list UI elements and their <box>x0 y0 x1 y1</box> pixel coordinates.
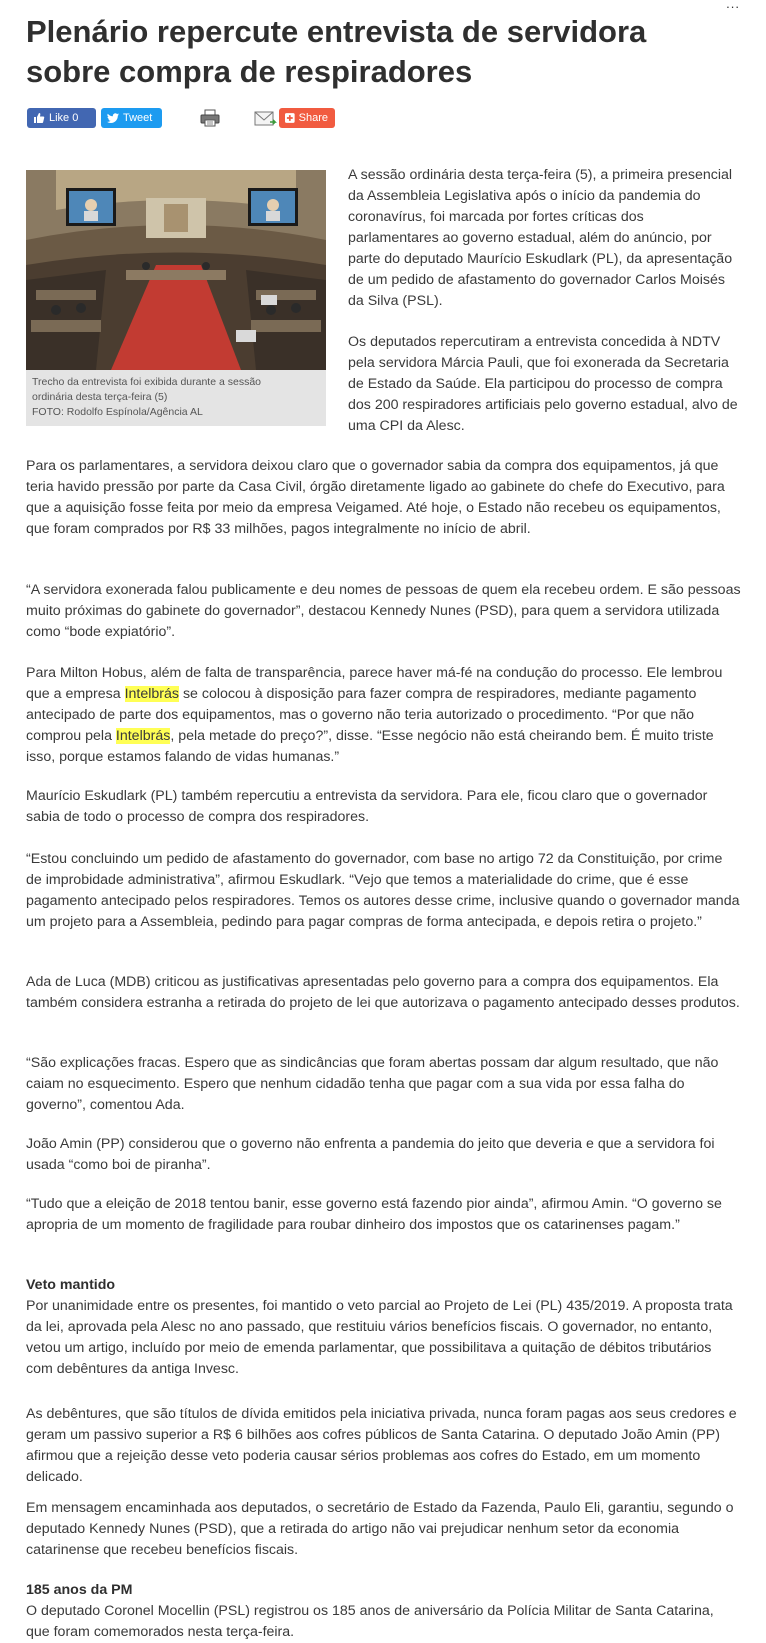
paragraph: “Estou concluindo um pedido de afastamento do governador, com base no artigo 72 da Constituição, por crime de improbidade administrativa”, afirmou Eskudlark. “Vejo que temos a materialidade do crime, que é esse pagamento antecipado pelos respiradores. Temos os autores desse crime, inclusive quando o governador manda um projeto para a Assembleia, pedindo para pagar compras de forma antecipada, e depois retira o projeto.” <box>26 851 740 930</box>
like-label: Like 0 <box>49 112 79 124</box>
paragraph: “Tudo que a eleição de 2018 tentou banir, esse governo está fazendo pior ainda”, afirmou Amin. “O governo se apropria de um momento de fragilidade para roubar dinheiro dos impostos que os catarinenses pagam.” <box>26 1196 722 1233</box>
article-figure <box>26 170 326 426</box>
paragraph-text: se colocou à disposição para fazer compra de respiradores, mediante pagamento antecipado de parte dos equipamentos, mas o governo não teria autorizado o procedimento. “Por que não comprou pela <box>26 686 697 744</box>
paragraph-text: Para Milton Hobus, além de falta de transparência, parece haver má-fé na condução do processo. Ele lembrou que a empresa <box>26 665 723 702</box>
email-icon[interactable] <box>254 111 278 127</box>
paragraph: Por unanimidade entre os presentes, foi mantido o veto parcial ao Projeto de Lei (PL) 435/2019. A proposta trata da lei, aprovada pela Alesc no ano passado, que restituiu vários benefícios fiscais. O governador, no entanto, vetou um artigo, incluído por meio de emenda parlamentar, que possibilitava a quitação de débitos tributários com debêntures da antiga Invesc. <box>26 1298 733 1377</box>
paragraph: Para os parlamentares, a servidora deixou claro que o governador sabia da compra dos equipamentos, já que teria havido pressão por parte da Casa Civil, órgão diretamente ligado ao gabinete do chefe do Executivo, para que a aquisição fosse feita por meio da empresa Veigamed. Até hoje, o Estado não recebeu os equipamentos, que foram comprados por R$ 33 milhões, pagos integralmente no início de abril. <box>26 458 725 537</box>
paragraph: Ada de Luca (MDB) criticou as justificativas apresentadas pelo governo para a compra dos equipamentos. Ela também considera estranha a retirada do projeto de lei que autorizava o pagamento antecipado desses produtos. <box>26 974 740 1011</box>
highlighted-term: Intelbrás <box>124 686 180 702</box>
section-heading: Veto mantido <box>26 1277 116 1293</box>
facebook-like-button[interactable] <box>27 108 96 128</box>
paragraph: Em mensagem encaminhada aos deputados, o secretário de Estado da Fazenda, Paulo Eli, garantiu, segundo o deputado Kennedy Nunes (PSD), que a retirada do artigo não vai prejudicar nenhum setor da economia catarinense que recebeu benefícios fiscais. <box>26 1500 734 1558</box>
section-veto <box>26 1275 741 1380</box>
plus-icon <box>285 113 295 123</box>
paragraph-text: , pela metade do preço?”, disse. “Esse negócio não está cheirando bem. É muito triste isso, porque estamos falando de vidas humanas.” <box>26 728 714 765</box>
share-label: Share <box>298 112 328 124</box>
caption-line: Trecho da entrevista foi exibida durante a sessão <box>32 376 261 388</box>
article-title: Plenário repercute entrevista de servidora sobre compra de respiradores <box>26 14 647 89</box>
paragraph: “São explicações fracas. Espero que as sindicâncias que foram abertas possam dar algum resultado, que não caiam no esquecimento. Espero que nenhum cidadão tenha que pagar com a sua vida por essa falha do governo”, comentou Ada. <box>26 1055 719 1113</box>
caption-line: ordinária desta terça-feira (5) <box>32 391 168 403</box>
paragraph: Os deputados repercutiram a entrevista concedida à NDTV pela servidora Márcia Pauli, que foi exonerada da Secretaria de Estado da Saúde. Ela participou do processo de compra dos 200 respiradores artificiais pelo governo estadual, alvo de uma CPI da Alesc. <box>348 334 738 434</box>
plenary-photo <box>26 170 326 370</box>
top-marker: ... <box>726 0 740 11</box>
share-button[interactable] <box>279 108 335 128</box>
paragraph: As debêntures, que são títulos de dívida emitidos pela iniciativa privada, nunca foram pagas aos seus credores e geram um passivo superior a R$ 6 bilhões aos cofres públicos de Santa Catarina. O deputado João Amin (PP) afirmou que a rejeição desse veto poderia causar sérios problemas aos cofres do Estado, em um momento delicado. <box>26 1406 737 1485</box>
paragraph: Maurício Eskudlark (PL) também repercutiu a entrevista da servidora. Para ele, ficou claro que o governador sabia de todo o processo de compra dos respiradores. <box>26 788 708 825</box>
tweet-label: Tweet <box>123 112 153 124</box>
thumbs-up-icon <box>33 112 45 124</box>
figure-caption <box>26 370 326 425</box>
twitter-bird-icon <box>107 113 119 124</box>
paragraph: O deputado Coronel Mocellin (PSL) registrou os 185 anos de aniversário da Polícia Militar de Santa Catarina, que foram comemorados nesta terça-feira. <box>26 1603 714 1640</box>
print-icon[interactable] <box>200 109 220 127</box>
highlighted-term: Intelbrás <box>115 728 171 744</box>
paragraph: João Amin (PP) considerou que o governo não enfrenta a pandemia do jeito que deveria e que a servidora foi usada “como boi de piranha”. <box>26 1136 715 1173</box>
paragraph <box>26 663 741 768</box>
section-heading: 185 anos da PM <box>26 1582 133 1598</box>
section-pm <box>26 1580 741 1643</box>
photo-credit: FOTO: Rodolfo Espínola/Agência AL <box>32 406 203 418</box>
tweet-button[interactable] <box>101 108 162 128</box>
share-bar <box>26 108 426 130</box>
paragraph: A sessão ordinária desta terça-feira (5), a primeira presencial da Assembleia Legislativa após o início da pandemia do coronavírus, foi marcada por fortes críticas dos parlamentares ao governo estadual, além do anúncio, por parte do deputado Maurício Eskudlark (PL), da apresentação de um pedido de afastamento do governador Carlos Moisés da Silva (PSL). <box>348 167 733 309</box>
paragraph: “A servidora exonerada falou publicamente e deu nomes de pessoas de quem ela recebeu ordem. E são pessoas muito próximas do gabinete do governador”, destacou Kennedy Nunes (PSD), para quem a servidora utilizada como “bode expiatório”. <box>26 582 741 640</box>
